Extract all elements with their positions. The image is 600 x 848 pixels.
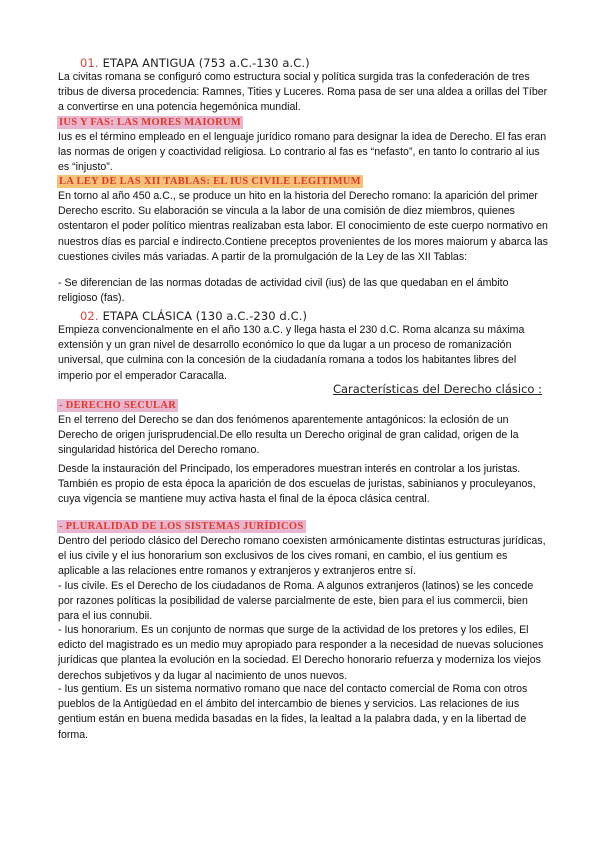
heading-derecho-secular: - DERECHO SECULAR xyxy=(59,400,177,411)
paragraph-ius-honorarium: - Ius honorarium. Es un conjunto de normas que surge de la actividad de los pretores y los ediles, El edicto del magistrado es un medio muy apropiado para responder a la necesidad de nuevas soluciones jurídicas que plantea la evolución en la sociedad. El Derecho honorario refuerza y moderniza los viejos derechos subjetivos y da lugar al nacimiento de unos nuevos. xyxy=(58,624,544,682)
section-title: ETAPA ANTIGUA (753 a.C.-130 a.C.) xyxy=(102,56,310,70)
section-heading-etapa-clasica xyxy=(80,309,307,323)
paragraph-ius-fas: Ius es el término empleado en el lenguaje jurídico romano para designar la idea de Derecho. El fas eran las normas de origen y coactividad religiosa. Lo contrario al fas es “nefasto”, en tanto lo contrario al ius es “injusto”. xyxy=(58,131,547,174)
paragraph-ius-civile: - Ius civile. Es el Derecho de los ciudadanos de Roma. A algunos extranjeros (latinos) se les concede por razones políticas la posibilidad de valerse parcialmente de este, bien para el ius commercii, bien para el ius connubii. xyxy=(58,580,534,623)
paragraph-secular-2: Desde la instauración del Principado, los emperadores muestran interés en controlar a los juristas. También es propio de esta época la aparición de dos escuelas de juristas, sabinianos y proculeyanos, cuya vigencia se mantiene muy activa hasta el final de la época clásica central. xyxy=(58,463,536,506)
section-number: 02. xyxy=(80,309,99,323)
paragraph-xii-tablas: En torno al año 450 a.C., se produce un hito en la historia del Derecho romano: la aparición del primer Derecho escrito. Su elaboración se vincula a la labor de una comisión de diez miembros, quienes ostentaron el poder político mientras realizaban esta labor. El conocimiento de este cuerpo normativo en nuestros días es parcial e indirecto.Contiene preceptos provenientes de los mores maiorum y abarca las cuestiones civiles más variadas. A partir de la promulgación de la Ley de las XII Tablas: xyxy=(58,190,548,263)
section-heading-etapa-antigua xyxy=(80,56,310,70)
paragraph-civitas: La civitas romana se configuró como estructura social y política surgida tras la confederación de tres tribus de diversa procedencia: Ramnes, Tities y Luceres. Roma pasa de ser una aldea a orillas del Tíber a convertirse en una potencia hegemónica mundial. xyxy=(58,71,548,114)
heading-xii-tablas: LA LEY DE LAS XII TABLAS: EL IUS CIVILE LEGITIMUM xyxy=(59,176,361,187)
section-number: 01. xyxy=(80,56,99,70)
paragraph-pluralidad-1: Dentro del periodo clásico del Derecho romano coexisten armónicamente distintas estructuras jurídicas, el ius civile y el ius honorarium son exclusivos de los cives romani, en cambio, el ius gentium es aplicable a las relaciones entre romanos y extranjeros y extranjeros entre sí. xyxy=(58,535,546,578)
section-title: ETAPA CLÁSICA (130 a.C.-230 d.C.) xyxy=(102,309,308,323)
paragraph-secular-1: En el terreno del Derecho se dan dos fenómenos aparentemente antagónicos: la eclosión de un Derecho de origen jurisprudencial.De ello resulta un Derecho original de gran calidad, origen de la singularidad histórica del Derecho romano. xyxy=(58,414,519,457)
subtitle-caracteristicas: Características del Derecho clásico : xyxy=(332,382,542,396)
bullet-ius-fas-difference: - Se diferencian de las normas dotadas de actividad civil (ius) de las que quedaban en el ámbito religioso (fas). xyxy=(58,277,509,305)
heading-ius-fas: IUS Y FAS: LAS MORES MAIORUM xyxy=(59,117,242,128)
paragraph-etapa-clasica: Empieza convencionalmente en el año 130 a.C. y llega hasta el 230 d.C. Roma alcanza su máxima extensión y un gran nivel de desarrollo económico lo que da lugar a un proceso de romanización universal, que culmina con la concesión de la ciudadanía romana a todos los habitantes libres del imperio por el emperador Caracalla. xyxy=(58,324,525,382)
heading-pluralidad: - PLURALIDAD DE LOS SISTEMAS JURÍDICOS xyxy=(59,521,304,532)
paragraph-ius-gentium: - Ius gentium. Es un sistema normativo romano que nace del contacto comercial de Roma con otros pueblos de la Antigüedad en el ámbito del intercambio de bienes y servicios. Las relaciones de ius gentium están en buena medida basadas en la fides, la lealtad a la palabra dada, y en la libertad de forma. xyxy=(58,683,528,741)
